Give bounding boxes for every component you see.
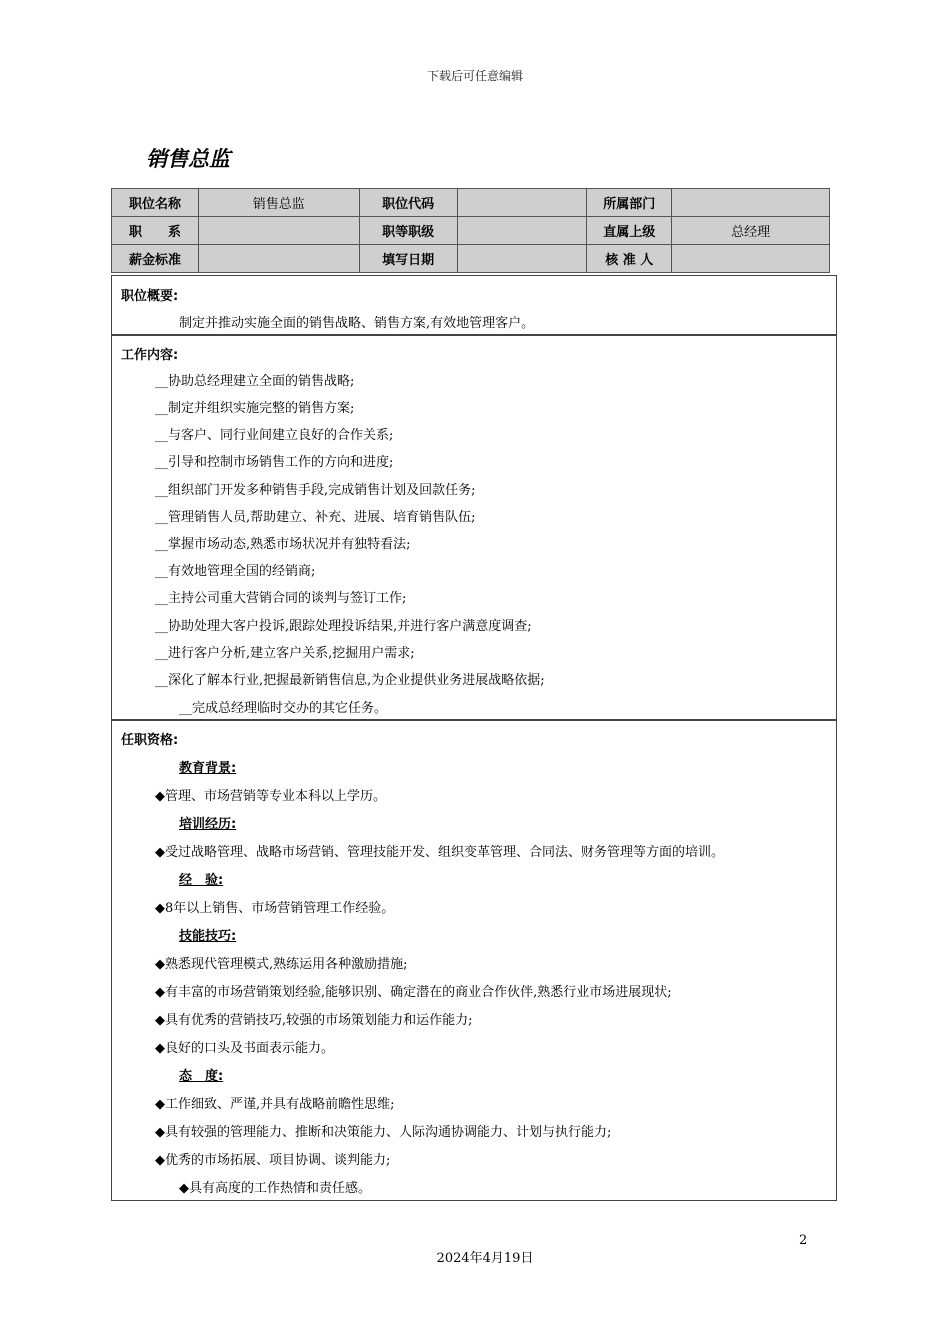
- table-row: [112, 245, 830, 273]
- value-salary: [198, 245, 359, 273]
- skills-heading: 技能技巧:: [179, 929, 237, 944]
- list-item: ◆具有高度的工作热情和责任感。: [179, 1181, 371, 1196]
- qualifications-section: [111, 720, 837, 1201]
- list-item: ◆熟悉现代管理模式,熟练运用各种激励措施;: [155, 957, 408, 972]
- list-item: __引导和控制市场销售工作的方向和进度;: [155, 455, 394, 470]
- label-approver: 核 准 人: [587, 245, 672, 273]
- page-number: 2: [799, 1233, 808, 1248]
- overview-label: 职位概要:: [121, 289, 179, 304]
- duties-label: 工作内容:: [121, 348, 179, 363]
- list-item: ◆优秀的市场拓展、项目协调、谈判能力;: [155, 1153, 391, 1168]
- list-item: __制定并组织实施完整的销售方案;: [155, 401, 355, 416]
- experience-heading: 经 验:: [179, 873, 224, 888]
- label-grade: 职等职级: [359, 217, 457, 245]
- label-fill-date: 填写日期: [359, 245, 457, 273]
- label-department: 所属部门: [587, 189, 672, 217]
- list-item: ◆具有优秀的营销技巧,较强的市场策划能力和运作能力;: [155, 1013, 473, 1028]
- education-heading: 教育背景:: [179, 761, 237, 776]
- overview-section: [111, 275, 837, 335]
- list-item: __协助处理大客户投诉,跟踪处理投诉结果,并进行客户满意度调查;: [155, 619, 532, 634]
- value-grade: [457, 217, 587, 245]
- list-item: ◆工作细致、严谨,并具有战略前瞻性思维;: [155, 1097, 395, 1112]
- value-supervisor: 总经理: [672, 217, 830, 245]
- list-item: __有效地管理全国的经销商;: [155, 564, 316, 579]
- list-item: ◆具有较强的管理能力、推断和决策能力、人际沟通协调能力、计划与执行能力;: [155, 1125, 612, 1140]
- label-job-family: 职 系: [112, 217, 199, 245]
- education-text: ◆管理、市场营销等专业本科以上学历。: [155, 789, 386, 804]
- footer-date: 2024年4月19日: [436, 1251, 534, 1266]
- label-salary: 薪金标准: [112, 245, 199, 273]
- value-job-family: [198, 217, 359, 245]
- training-heading: 培训经历:: [179, 817, 237, 832]
- overview-text: 制定并推动实施全面的销售战略、销售方案,有效地管理客户。: [179, 316, 535, 331]
- list-item: __协助总经理建立全面的销售战略;: [155, 374, 355, 389]
- label-supervisor: 直属上级: [587, 217, 672, 245]
- duties-section: [111, 335, 837, 720]
- list-item: __管理销售人员,帮助建立、补充、进展、培育销售队伍;: [155, 510, 476, 525]
- header-note: 下载后可任意编辑: [426, 69, 523, 83]
- value-department: [672, 189, 830, 217]
- table-row: [112, 189, 830, 217]
- value-approver: [672, 245, 830, 273]
- label-position-name: 职位名称: [112, 189, 199, 217]
- list-item: __掌握市场动态,熟悉市场状况并有独特看法;: [155, 537, 411, 552]
- label-position-code: 职位代码: [359, 189, 457, 217]
- list-item: __深化了解本行业,把握最新销售信息,为企业提供业务进展战略依据;: [155, 673, 545, 688]
- value-fill-date: [457, 245, 587, 273]
- list-item: __进行客户分析,建立客户关系,挖掘用户需求;: [155, 646, 415, 661]
- qualifications-label: 任职资格:: [121, 733, 179, 748]
- page-title: 销售总监: [146, 147, 230, 171]
- list-item: __与客户、同行业间建立良好的合作关系;: [155, 428, 394, 443]
- value-position-code: [457, 189, 587, 217]
- attitude-heading: 态 度:: [179, 1069, 224, 1084]
- value-position-name: 销售总监: [198, 189, 359, 217]
- list-item: __完成总经理临时交办的其它任务。: [179, 701, 388, 716]
- experience-text: ◆8年以上销售、市场营销管理工作经验。: [155, 901, 395, 916]
- job-info-table: [111, 188, 830, 273]
- list-item: ◆良好的口头及书面表示能力。: [155, 1041, 334, 1056]
- table-row: [112, 217, 830, 245]
- list-item: __组织部门开发多种销售手段,完成销售计划及回款任务;: [155, 483, 476, 498]
- list-item: __主持公司重大营销合同的谈判与签订工作;: [155, 591, 407, 606]
- training-text: ◆受过战略管理、战略市场营销、管理技能开发、组织变革管理、合同法、财务管理等方面的培训。: [155, 845, 724, 860]
- list-item: ◆有丰富的市场营销策划经验,能够识别、确定潜在的商业合作伙伴,熟悉行业市场进展现状;: [155, 985, 672, 1000]
